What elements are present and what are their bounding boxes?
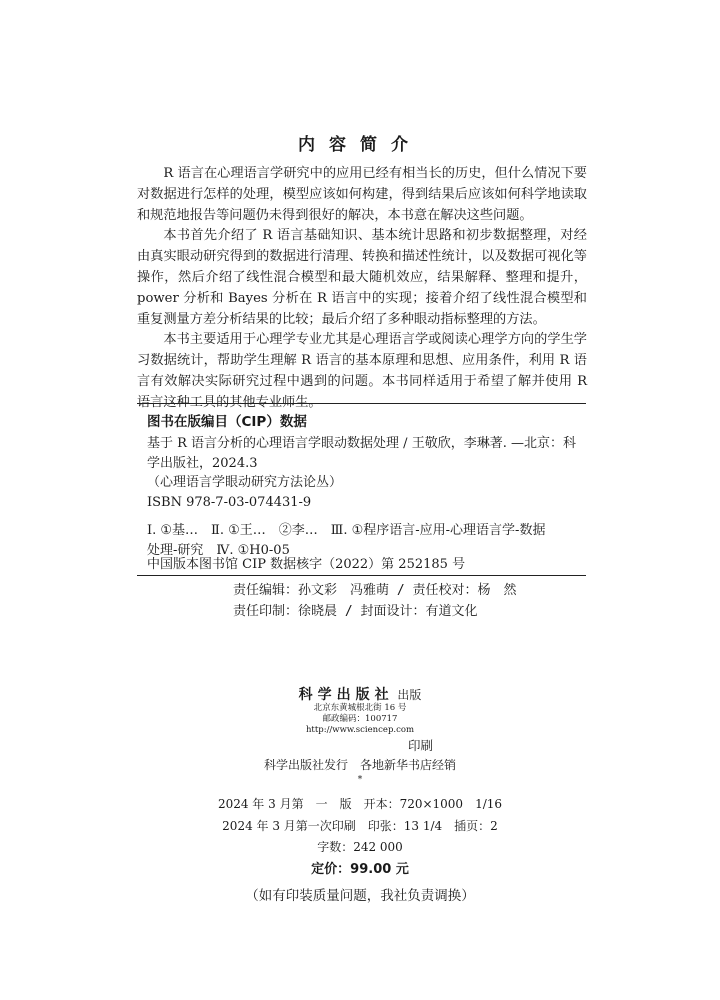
cip-record-number: 中国版本图书馆 CIP 数据核字（2022）第 252185 号 [147,557,466,572]
printing-label: 印刷 [408,738,434,753]
cip-line: （心理语言学眼动研究方法论丛） [147,475,343,490]
quality-notice: （如有印装质量问题，我社负责调换） [245,888,475,904]
wordcount-line: 字数：242 000 [317,840,403,854]
publisher-postcode: 邮政编码：100717 [322,714,398,724]
cip-top-rule [137,403,586,404]
cip-line: 学出版社，2024.3 [147,455,258,471]
editor-line: 责任编辑：孙文彩 冯雅萌 / 责任校对：杨 然 [233,583,517,598]
intro-title: 内容简介 [298,135,422,155]
separator-mark: * [357,775,363,785]
editor-credits [233,580,516,622]
cip-heading: 图书在版编目（CIP）数据 [147,414,307,430]
cip-line: ISBN 978-7-03-074431-9 [147,494,312,510]
editor-line: 责任印制：徐晓晨 / 封面设计：有道文化 [233,604,478,619]
intro-paragraph: 本书首先介绍了 R 语言基础知识、基本统计思路和初步数据整理，对经由真实眼动研究得到的数据进行清理、转换和描述性统计，以及数据可视化等操作，然后介绍了线性混合模型和最大随机效应，结果解释、整理和提升，power 分析和 Bayes 分析在 R 语言中的实现；接着介绍了线性混合模型和重复测量方差分析结果的比较；最后介绍了多种眼动指标整理的方法。 [137,228,587,327]
distribution-line: 科学出版社发行 各地新华书店经销 [263,758,456,772]
intro-summary [137,164,587,414]
intro-paragraph: 本书主要适用于心理学专业尤其是心理语言学或阅读心理学方向的学生学习数据统计，帮助学生理解 R 语言的基本原理和思想、应用条件，利用 R 语言有效解决实际研究过程中遇到的问题。本书同样适用于希望了解并使用 R 语言这种工具的其他专业师生。 [137,332,587,410]
cip-line: 基于 R 语言分析的心理语言学眼动数据处理 / 王敬欣，李琳著. —北京：科 [147,436,576,451]
cip-block [147,434,583,560]
publisher-website: http://www.sciencep.com [305,725,415,735]
cip-classification-line: 处理-研究 Ⅳ. ①H0-05 [147,542,290,558]
price-line: 定价：99.00 元 [311,862,409,877]
impression-line: 2024 年 3 月第一次印刷 印张：13 1/4 插页：2 [222,819,498,833]
publisher-line [0,684,720,704]
publisher-suffix: 出版 [397,688,422,702]
cip-classification-line: Ⅰ. ①基… Ⅱ. ①王… ②李… Ⅲ. ①程序语言-应用-心理语言学-数据 [147,523,546,538]
cip-bottom-rule [137,575,586,576]
intro-paragraph: R 语言在心理语言学研究中的应用已经有相当长的历史，但什么情况下要对数据进行怎样的处理，模型应该如何构建，得到结果后应该如何科学地读取和规范地报告等问题仍未得到很好的解决，本书意在解决这些问题。 [137,166,587,223]
publisher-name: 科学出版社 [298,687,394,703]
publisher-address: 北京东黄城根北街 16 号 [313,703,407,713]
edition-line: 2024 年 3 月第 一 版 开本：720×1000 1/16 [217,797,503,811]
